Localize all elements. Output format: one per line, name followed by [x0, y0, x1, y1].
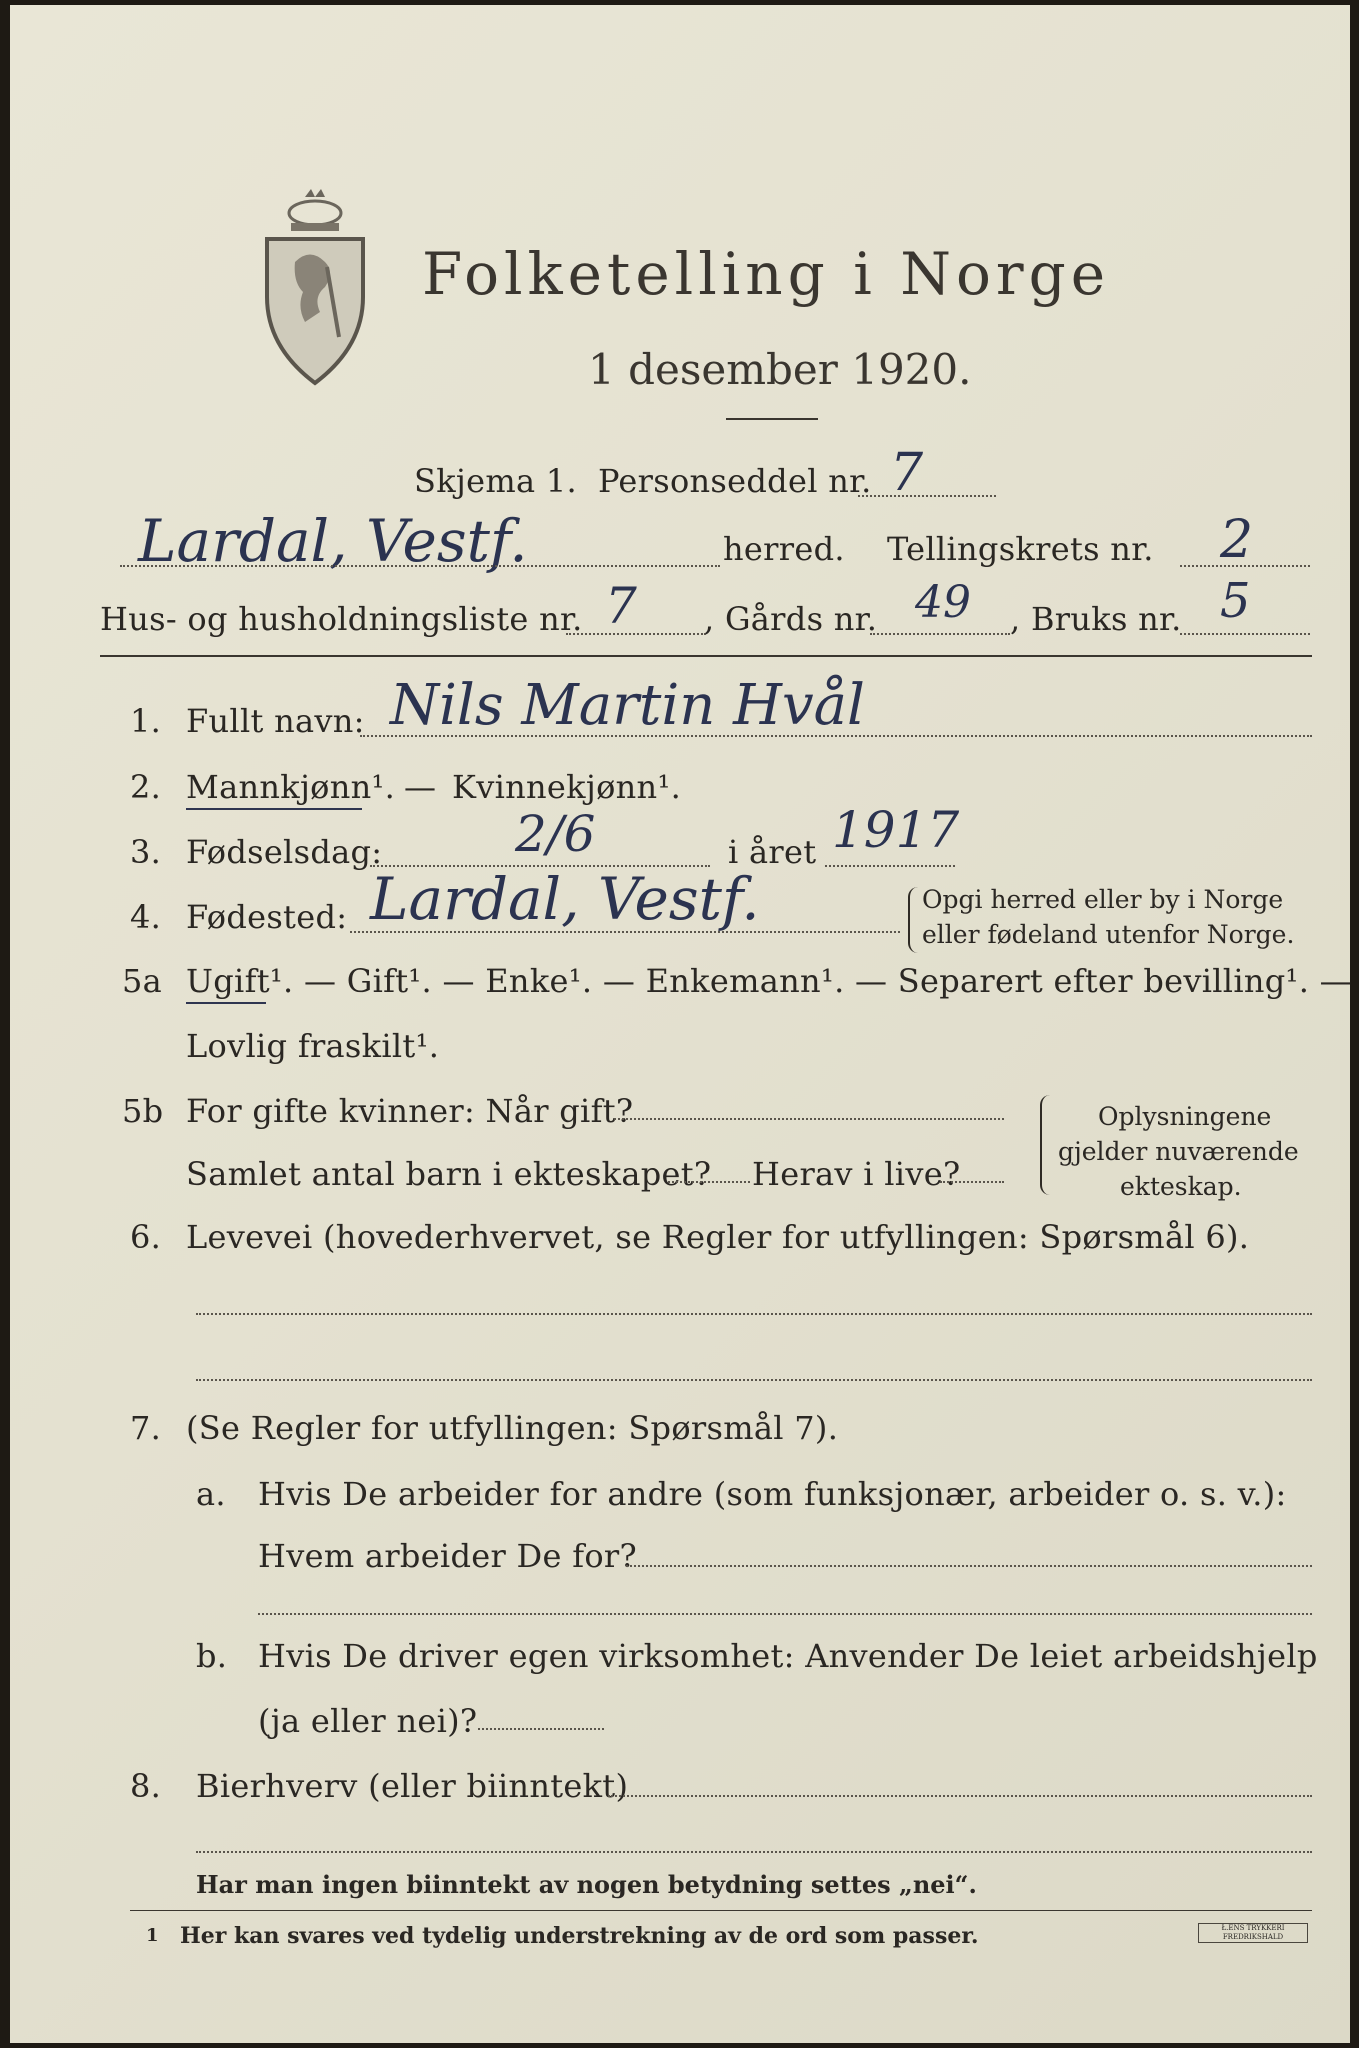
q7b-field-line [478, 1728, 604, 1730]
q7a-line2: Hvem arbeider De for? [258, 1537, 637, 1575]
q5b-living-field-line [940, 1181, 1004, 1183]
q2-male-option: Mannkjønn¹. [186, 768, 396, 806]
q5b-number: 5b [122, 1092, 164, 1130]
q5b-note-brace [1040, 1095, 1052, 1195]
q7a-field-line-1 [626, 1565, 1312, 1567]
header-divider [100, 655, 1312, 657]
q4-note-line1: Opgi herred eller by i Norge [922, 885, 1284, 914]
q4-label: Fødested: [186, 898, 348, 936]
herred-value: Lardal, Vestf. [138, 507, 528, 575]
q5a-ugift-underline [186, 1002, 266, 1004]
q5b-married-when: For gifte kvinner: Når gift? [186, 1092, 634, 1130]
q8-number: 8. [130, 1767, 162, 1805]
q1-full-name: Nils Martin Hvål [390, 673, 865, 738]
q6-field-line-1 [196, 1313, 1312, 1315]
footnote-divider [130, 1910, 1312, 1911]
q6-field-line-2 [196, 1379, 1312, 1381]
schema-label: Skjema 1. [414, 462, 577, 500]
bruks-label: , Bruks nr. [1010, 600, 1182, 638]
q6-number: 6. [130, 1218, 162, 1256]
personseddel-field-line [858, 495, 996, 497]
q7b-line1: Hvis De driver egen virksomhet: Anvender De leiet arbeidshjelp [258, 1637, 1318, 1675]
footnote-mark: 1 [146, 1925, 159, 1946]
coat-of-arms-icon [255, 187, 375, 387]
tellingskrets-value: 2 [1220, 510, 1254, 570]
q3-birth-year: 1917 [832, 801, 960, 859]
hus-label: Hus- og husholdningsliste nr. [100, 600, 583, 638]
q3-number: 3. [130, 833, 162, 871]
q5b-note-line1: Oplysningene [1098, 1102, 1272, 1131]
q7-label: (Se Regler for utfyllingen: Spørsmål 7). [186, 1409, 839, 1447]
personseddel-value: 7 [890, 443, 924, 503]
q3-birth-date: 2/6 [515, 805, 596, 863]
q7b-letter: b. [196, 1637, 228, 1675]
q2-male-underline [186, 808, 362, 810]
footnote-text: Her kan svares ved tydelig understrekning av de ord som passer. [180, 1923, 979, 1949]
q7b-line2: (ja eller nei)? [258, 1702, 478, 1740]
bruks-value: 5 [1220, 573, 1251, 629]
biinntekt-note: Har man ingen biinntekt av nogen betydning settes „nei“. [196, 1870, 977, 1899]
q3-year-label: i året [728, 833, 817, 871]
q5b-note-line2: gjelder nuværende [1058, 1137, 1299, 1166]
q7a-field-line-2 [258, 1613, 1312, 1615]
q5a-options-line2: Lovlig fraskilt¹. [186, 1027, 440, 1065]
q5b-note-line3: ekteskap. [1120, 1172, 1242, 1201]
tellingskrets-label: Tellingskrets nr. [887, 530, 1154, 568]
q8-label: Bierhverv (eller biinntekt) [196, 1767, 629, 1805]
gards-label: , Gårds nr. [704, 600, 878, 638]
q3-label: Fødselsdag: [186, 833, 383, 871]
bruks-field-line [1180, 633, 1310, 635]
q2-number: 2. [130, 768, 162, 806]
q2-female-option: Kvinnekjønn¹. [452, 768, 682, 806]
q8-field-line-1 [608, 1795, 1312, 1797]
q2-separator: — [404, 768, 437, 806]
q5b-living-label: Herav i live? [752, 1155, 961, 1193]
q4-birthplace: Lardal, Vestf. [370, 865, 760, 933]
q4-note-line2: eller fødeland utenfor Norge. [922, 920, 1295, 949]
hus-value: 7 [605, 577, 637, 635]
q5b-children-label: Samlet antal barn i ekteskapet? [186, 1155, 712, 1193]
census-form-page [10, 5, 1350, 2043]
q6-label: Levevei (hovederhvervet, se Regler for utfyllingen: Spørsmål 6). [186, 1218, 1250, 1256]
printer-stamp: Ł.ENS TRYKKERI FREDRIKSHALD [1198, 1923, 1308, 1943]
form-title: Folketelling i Norge [422, 240, 1111, 308]
q5a-options-line1: Ugift¹. — Gift¹. — Enke¹. — Enkemann¹. — Separert efter bevilling¹. — [186, 962, 1352, 1000]
q7-number: 7. [130, 1409, 162, 1447]
herred-label: herred. [723, 530, 845, 568]
herred-field-line [120, 565, 720, 567]
q7a-letter: a. [196, 1475, 226, 1513]
q4-note-brace [908, 887, 918, 953]
personseddel-label: Personseddel nr. [598, 462, 872, 500]
q4-number: 4. [130, 898, 162, 936]
census-date: 1 desember 1920. [588, 345, 972, 394]
q5b-married-field-line [614, 1118, 1004, 1120]
q1-label: Fullt navn: [186, 702, 365, 740]
q5b-children-field-line [668, 1181, 750, 1183]
q1-number: 1. [130, 702, 162, 740]
gards-field-line [870, 633, 1010, 635]
q8-field-line-2 [196, 1851, 1312, 1853]
q5a-number: 5a [122, 962, 163, 1000]
title-divider [726, 418, 818, 420]
q7a-line1: Hvis De arbeider for andre (som funksjonær, arbeider o. s. v.): [258, 1475, 1287, 1513]
q3-year-field-line [825, 865, 955, 867]
gards-value: 49 [915, 577, 971, 628]
